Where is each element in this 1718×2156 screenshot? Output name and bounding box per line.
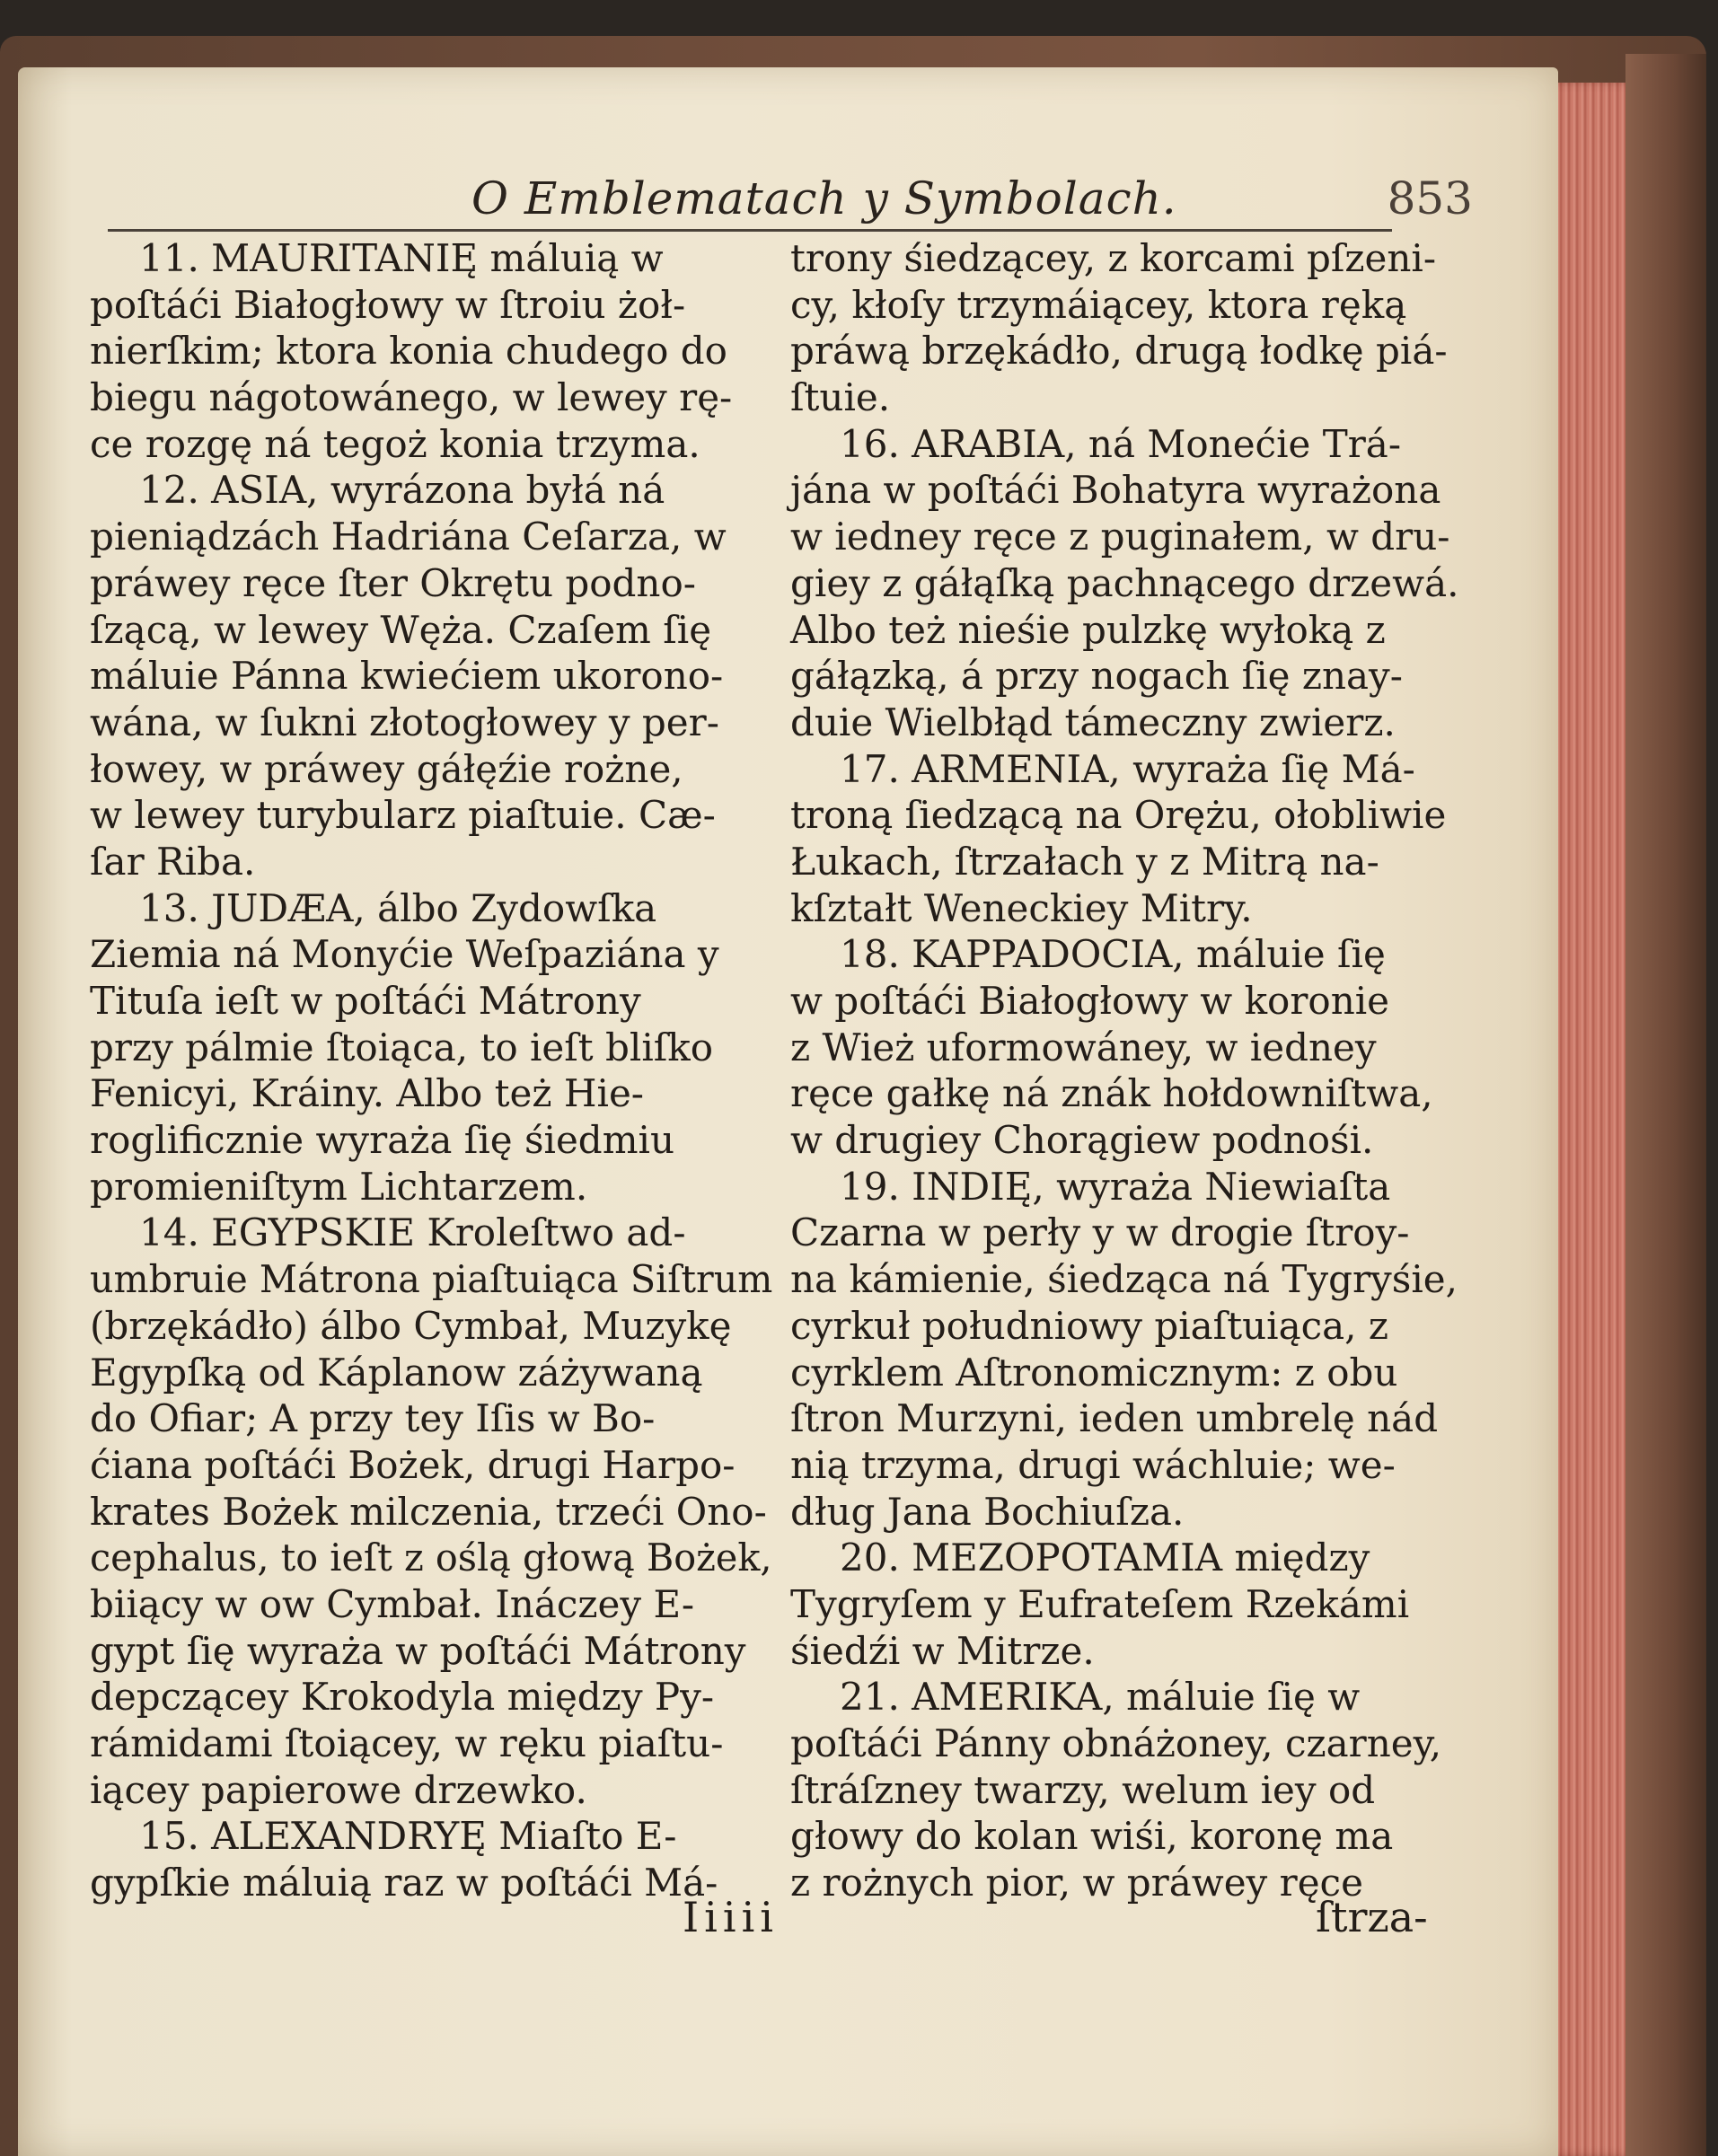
text-line: ſtron Murzyni, ieden umbrelę nád xyxy=(790,1396,1439,1441)
text-line: rámidami ſtoiącey, w ręku piaſtu- xyxy=(90,1721,724,1765)
text-line: ſar Riba. xyxy=(90,839,256,884)
text-line: Czarna w perły y w drogie ſtroy- xyxy=(790,1210,1410,1255)
text-line: ce rozgę ná tegoż konia trzyma. xyxy=(90,421,700,466)
text-line: 15. ALEXANDRYĘ Miaſto E- xyxy=(139,1814,677,1859)
text-line: ręce gałkę ná znák hołdowniſtwa, xyxy=(790,1071,1433,1116)
text-line: Egypſką od Káplanow záżywaną xyxy=(90,1350,703,1395)
text-line: w iedney ręce z puginałem, w dru- xyxy=(790,515,1450,559)
text-line: depczącey Krokodyla między Py- xyxy=(90,1675,715,1720)
right-text-column xyxy=(790,235,1473,1906)
text-line: duie Wielbłąd támeczny zwierz. xyxy=(790,700,1396,744)
text-line: trony śiedzącey, z korcami pſzeni- xyxy=(790,236,1437,280)
running-head xyxy=(99,172,1473,235)
text-line: Ziemia ná Monyćie Weſpaziána y xyxy=(90,932,719,977)
catchword: ſtrza- xyxy=(1316,1893,1428,1941)
text-line: gypſkie máluią raz w poſtáći Má- xyxy=(90,1861,718,1905)
text-line: Fenicyi, Kráiny. Albo też Hie- xyxy=(90,1071,644,1116)
text-line: łowey, w práwey gáłęźie rożne, xyxy=(90,746,683,791)
book-spine-edge xyxy=(1625,54,1706,2156)
text-line: nią trzyma, drugi wáchluie; we- xyxy=(790,1442,1396,1487)
text-line: Tygryſem y Eufrateſem Rzekámi xyxy=(790,1581,1410,1626)
text-line: głowy do kolan wiśi, koronę ma xyxy=(790,1814,1394,1859)
text-line: ſtuie. xyxy=(790,375,891,420)
text-line: 12. ASIA, wyrázona byłá ná xyxy=(139,468,665,513)
text-line: krates Bożek milczenia, trzeći Ono- xyxy=(90,1489,767,1534)
text-line: giey z gáłąſką pachnącego drzewá. xyxy=(790,560,1459,605)
text-line: 21. AMERIKA, máluie ſię w xyxy=(840,1675,1361,1720)
text-line: Tituſa ieſt w poſtáći Mátrony xyxy=(90,979,641,1023)
text-line: 14. EGYPSKIE Krolеſtwo ad- xyxy=(139,1210,686,1255)
header-rule xyxy=(108,229,1392,232)
text-line: 19. INDIĘ, wyraża Niewiaſta xyxy=(840,1164,1391,1209)
text-line: 11. MAURITANIĘ máluią w xyxy=(139,236,664,280)
text-line: 16. ARABIA, ná Monećie Trá- xyxy=(840,421,1402,466)
text-line: cyrklem Aſtronomicznym: z obu xyxy=(790,1350,1398,1395)
text-line: pieniądzách Hadriána Ceſarza, w xyxy=(90,515,727,559)
text-line: z rożnych pior, w práwey ręce xyxy=(790,1861,1363,1905)
text-line: z Wież uformowáney, w iedney xyxy=(790,1025,1377,1069)
text-line: troną ſiedzącą na Orężu, ołobliwie xyxy=(790,793,1447,838)
text-line: ſtráſzney twarzy, welum iey od xyxy=(790,1767,1376,1812)
text-line: w poſtáći Białogłowy w koronie xyxy=(790,979,1390,1023)
text-line: wána, w ſukni złotogłowey y per- xyxy=(90,700,719,744)
text-line: śiedźi w Mitrze. xyxy=(790,1628,1095,1673)
text-line: jána w poſtáći Bohatyra wyrażona xyxy=(790,468,1441,513)
text-line: Albo też nieśie pulzkę wyłoką z xyxy=(790,607,1386,652)
text-line: 17. ARMENIA, wyraża ſię Má- xyxy=(840,746,1415,791)
text-line: poſtáći Pánny obnáżoney, czarney, xyxy=(790,1721,1442,1765)
text-line: poſtáći Białogłowy w ſtroiu żoł- xyxy=(90,282,686,327)
text-line: 18. KAPPADOCIA, máluie ſię xyxy=(840,932,1386,977)
text-line: na kámienie, śiedząca ná Tygryśie, xyxy=(790,1257,1458,1302)
text-line: w drugiey Chorągiew podnośi. xyxy=(790,1118,1374,1163)
text-line: práwą brzękádło, drugą łodkę piá- xyxy=(790,329,1448,374)
text-line: cephalus, to ieſt z oślą głową Bożek, xyxy=(90,1536,772,1580)
text-line: promieniſtym Lichtarzem. xyxy=(90,1164,588,1209)
text-line: 20. MEZOPOTAMIA między xyxy=(840,1536,1370,1580)
text-line: umbruie Mátrona piaſtuiąca Siſtrum xyxy=(90,1257,773,1302)
text-line: gáłązką, á przy nogach ſię znay- xyxy=(790,654,1403,699)
running-title: O Emblematach y Symbolach. xyxy=(471,172,1177,224)
text-line: gypt ſię wyraża w poſtáći Mátrony xyxy=(90,1628,746,1673)
text-line: przy pálmie ſtoiąca, to ieſt bliſko xyxy=(90,1025,714,1069)
text-line: biegu nágotowánego, w lewey rę- xyxy=(90,375,733,420)
text-line: máluie Pánna kwiećiem ukorono- xyxy=(90,654,724,699)
text-line: iącey papierowe drzewko. xyxy=(90,1767,587,1812)
text-line: ſzącą, w lewey Węża. Czaſem ſię xyxy=(90,607,712,652)
text-line: cy, kłoſy trzymáiącey, ktora ręką xyxy=(790,282,1407,327)
text-line: dług Jana Bochiuſza. xyxy=(790,1489,1185,1534)
left-text-column xyxy=(90,235,772,1906)
text-line: biiący w ow Cymbał. Ináczey E- xyxy=(90,1581,695,1626)
text-line: (brzękádło) álbo Cymbał, Muzykę xyxy=(90,1303,732,1348)
text-line: ćiana poſtáći Bożek, drugi Harpo- xyxy=(90,1442,736,1487)
text-line: kſztałt Weneckiey Mitry. xyxy=(790,885,1253,930)
text-line: práwey ręce ſter Okrętu podno- xyxy=(90,560,696,605)
page-number: 853 xyxy=(1387,172,1473,224)
text-line: roglificznie wyraża ſię śiedmiu xyxy=(90,1118,674,1163)
text-line: w lewey turybularz piaſtuie. Cæ- xyxy=(90,793,716,838)
text-line: cyrkuł południowy piaſtuiąca, z xyxy=(790,1303,1389,1348)
signature-mark: Iiiii xyxy=(683,1893,780,1941)
text-line: nierſkim; ktora konia chudego do xyxy=(90,329,727,374)
text-line: 13. JUDÆA, álbo Zydowſka xyxy=(139,885,657,930)
text-line: do Ofiar; A przy tey Iſis w Bo- xyxy=(90,1396,656,1441)
text-line: Łukach, ſtrzałach y z Mitrą na- xyxy=(790,839,1379,884)
